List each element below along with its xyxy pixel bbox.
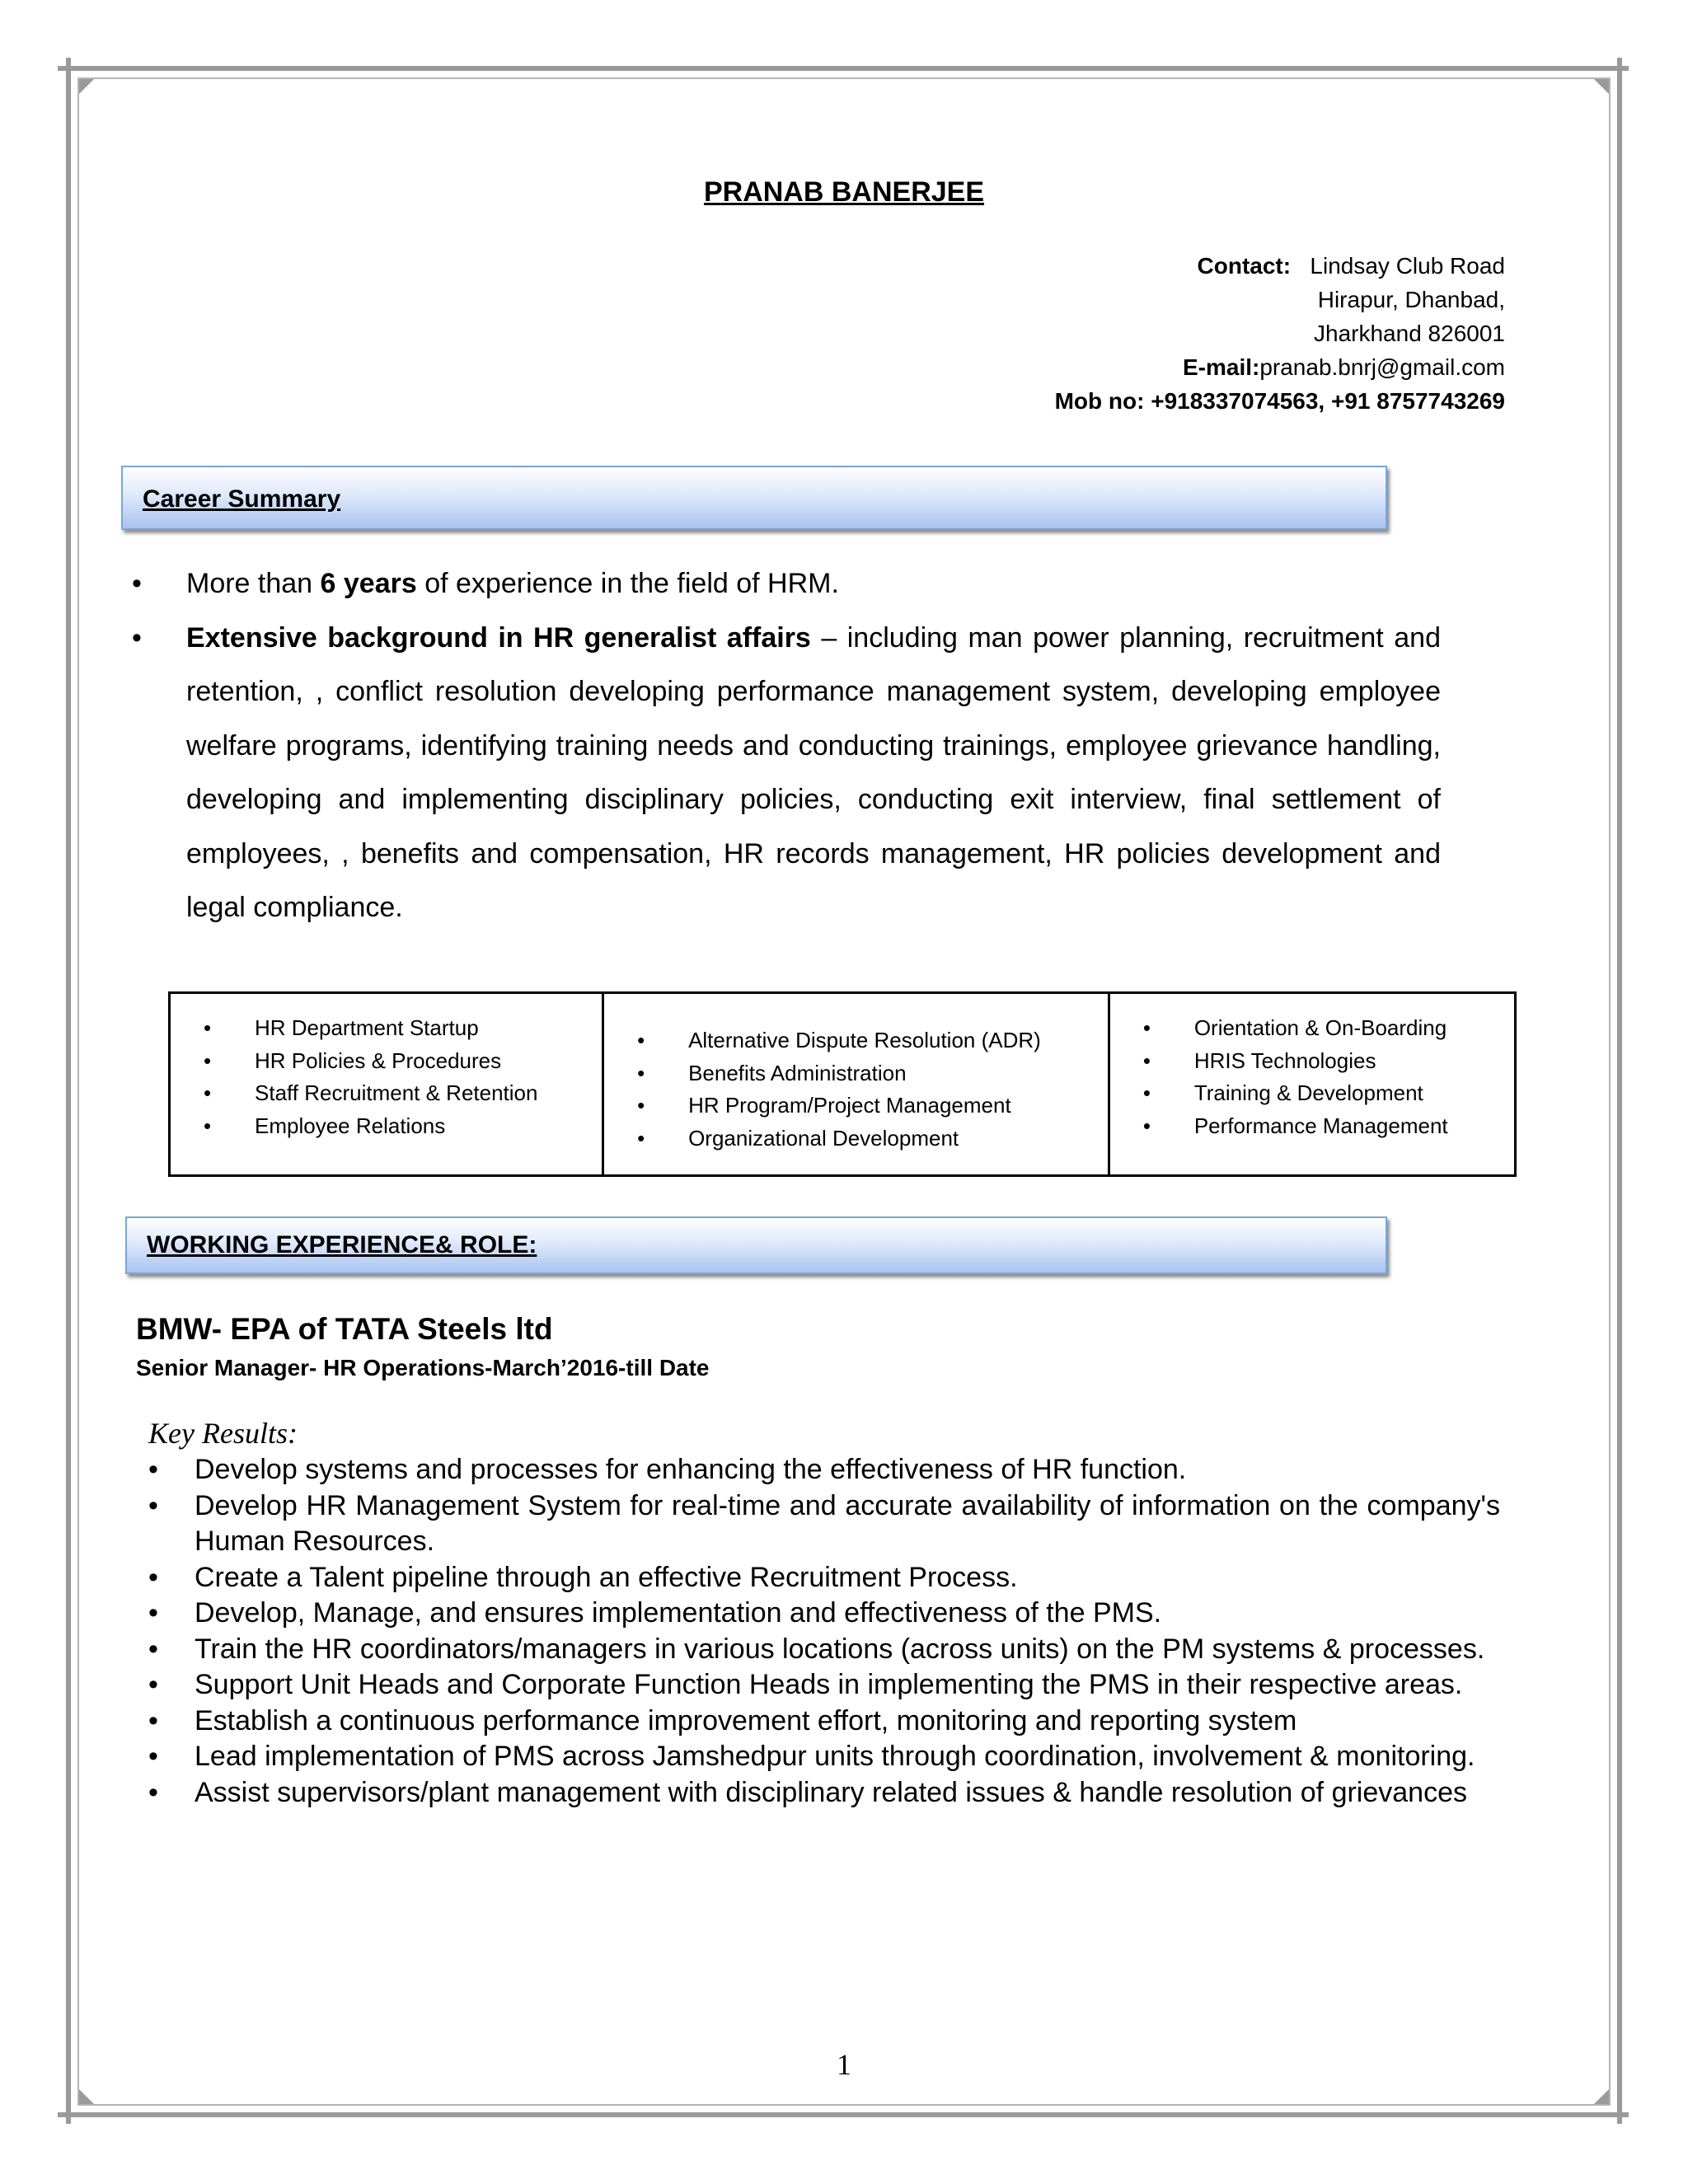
skills-table (168, 991, 1517, 1177)
address-line2: Hirapur, Dhanbad, (1317, 287, 1505, 312)
skill-item: • HRIS Technologies (1143, 1045, 1448, 1078)
skills-column (171, 994, 604, 1174)
bullet-icon: • (637, 1125, 645, 1151)
contact-block (1055, 249, 1505, 418)
corner-ornament (1594, 79, 1609, 94)
skill-item: • HR Department Startup (204, 1012, 537, 1045)
result-item: • Support Unit Heads and Corporate Function Heads in implementing the PMS in their respective areas. (148, 1667, 1500, 1704)
bullet-icon: • (148, 1669, 158, 1700)
bullet-icon: • (1142, 1047, 1151, 1073)
job-role: Senior Manager- HR Operations-March’2016-till Date (136, 1355, 710, 1380)
key-results-list (148, 1452, 1500, 1811)
skill-item: • Benefits Administration (637, 1057, 1041, 1090)
experience-header (125, 1216, 1387, 1274)
section-title: WORKING EXPERIENCE& ROLE: (147, 1231, 537, 1258)
frame-tick (1617, 66, 1629, 71)
bullet-icon: • (148, 1454, 158, 1485)
result-item: • Assist supervisors/plant management with disciplinary related issues & handle resolution of grievances (148, 1775, 1500, 1811)
bullet-icon: • (204, 1080, 212, 1105)
contact-label: Contact: (1197, 253, 1292, 279)
result-item: • Train the HR coordinators/managers in various locations (across units) on the PM systems & processes. (148, 1632, 1500, 1668)
candidate-name: PRANAB BANERJEE (703, 176, 985, 208)
corner-ornament (79, 79, 94, 94)
bullet-icon: • (148, 1741, 158, 1772)
result-item: • Create a Talent pipeline through an effective Recruitment Process. (148, 1560, 1500, 1596)
frame-tick (58, 66, 69, 71)
bullet-icon: • (1142, 1015, 1151, 1040)
result-item: • Develop, Manage, and ensures implementation and effectiveness of the PMS. (148, 1596, 1500, 1632)
bullet-icon: • (1142, 1080, 1151, 1105)
skill-item: • Employee Relations (204, 1110, 537, 1143)
bullet-icon: • (132, 621, 142, 654)
bullet-icon: • (204, 1047, 212, 1073)
corner-ornament (1594, 2089, 1609, 2104)
frame-tick (1617, 2112, 1629, 2117)
address-line3: Jharkhand 826001 (1314, 321, 1505, 346)
skills-column (1110, 994, 1514, 1174)
skill-item: • HR Program/Project Management (637, 1090, 1041, 1122)
section-title: Career Summary (143, 485, 341, 513)
bullet-icon: • (204, 1015, 212, 1040)
skill-item: • HR Policies & Procedures (204, 1045, 537, 1078)
corner-ornament (79, 2089, 94, 2104)
summary-item: • More than 6 years of experience in the field of HRM. (132, 557, 1484, 612)
mobile-numbers: Mob no: +918337074563, +91 8757743269 (1054, 388, 1505, 414)
skill-item: • Alternative Dispute Resolution (ADR) (637, 1024, 1041, 1057)
bullet-icon: • (637, 1060, 645, 1085)
career-summary-header (121, 466, 1387, 530)
skill-item: • Staff Recruitment & Retention (204, 1077, 537, 1110)
page-number: 1 (837, 2048, 851, 2081)
skill-item: • Performance Management (1143, 1110, 1448, 1143)
key-results-label: Key Results: (148, 1417, 298, 1450)
skill-item: • Organizational Development (637, 1122, 1041, 1155)
bullet-icon: • (148, 1561, 158, 1593)
bullet-icon: • (132, 568, 142, 599)
result-item: • Develop HR Management System for real-time and accurate availability of information on the company's Human Resources. (148, 1489, 1500, 1557)
bullet-icon: • (148, 1776, 158, 1808)
result-item: • Lead implementation of PMS across Jamshedpur units through coordination, involvement & monitoring. (148, 1739, 1500, 1775)
bullet-icon: • (637, 1028, 645, 1052)
skills-column (604, 994, 1110, 1174)
result-item: • Develop systems and processes for enhancing the effectiveness of HR function. (148, 1452, 1500, 1488)
skill-item: • Training & Development (1143, 1077, 1448, 1110)
bullet-icon: • (1142, 1113, 1151, 1138)
bullet-icon: • (148, 1597, 158, 1629)
summary-item: • Extensive background in HR generalist affairs – including man power planning, recruitment and retention, , conflict resolution developing performance management system, developing employee welfare programs, identifying training needs and conducting trainings, employee grievance handling, developing and implementing disciplinary policies, conducting exit interview, final settlement of employees, , benefits and compensation, HR records management, HR policies development and legal compliance. (132, 612, 1484, 935)
bullet-icon: • (148, 1489, 158, 1521)
bullet-icon: • (637, 1093, 645, 1118)
address-line1: Lindsay Club Road (1310, 253, 1505, 279)
email-label: E-mail: (1182, 354, 1260, 380)
result-item: • Establish a continuous performance improvement effort, monitoring and reporting system (148, 1704, 1500, 1740)
email-address: pranab.bnrj@gmail.com (1259, 354, 1505, 380)
skill-item: • Orientation & On-Boarding (1143, 1012, 1448, 1045)
frame-tick (58, 2112, 69, 2117)
bullet-icon: • (148, 1633, 158, 1665)
career-summary (132, 557, 1484, 935)
bullet-icon: • (204, 1113, 212, 1138)
company-name: BMW- EPA of TATA Steels ltd (136, 1312, 553, 1346)
bullet-icon: • (148, 1704, 158, 1736)
